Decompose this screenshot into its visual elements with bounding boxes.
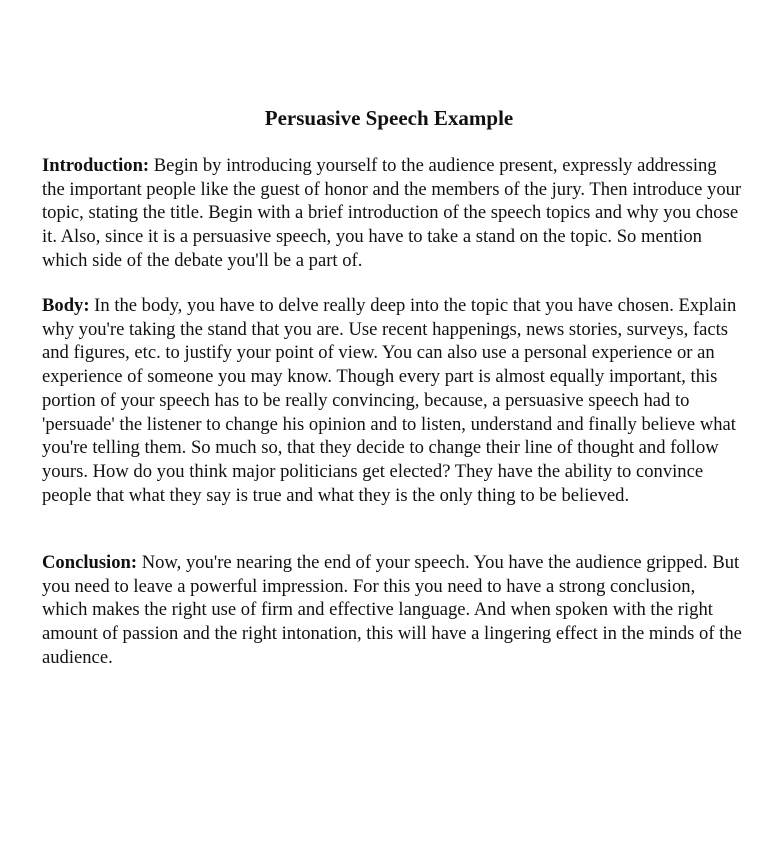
introduction-text: Begin by introducing yourself to the audience present, expressly addressing the important people like the guest of honor and the members of the jury. Then introduce your topic, stating the title. Begin with a brief introduction of the speech topics and why you chose it. Also, since it is a persuasive speech, you have to take a stand on the topic. So mention which side of the debate you'll be a part of. [42,155,742,271]
body-paragraph [42,294,742,507]
introduction-paragraph [42,154,742,273]
body-label: Body: [42,295,90,316]
body-text: In the body, you have to delve really deep into the topic that you have chosen. Explain why you're taking the stand that you are. Use recent happenings, news stories, surveys, facts and figures, etc. to justify your point of view. You can also use a personal experience or an experience of someone you may know. Though every part is almost equally important, this portion of your speech has to be really convincing, because, a persuasive speech had to 'persuade' the listener to change his opinion and to listen, understand and finally believe what you're telling them. So much so, that they decide to change their line of thought and follow yours. How do you think major politicians get elected? They have the ability to convince people that what they say is true and what they is the only thing to be believed. [42,295,737,506]
introduction-label: Introduction: [42,155,150,176]
page-title: Persuasive Speech Example [264,106,514,130]
conclusion-label: Conclusion: [42,552,138,573]
conclusion-text: Now, you're nearing the end of your speech. You have the audience gripped. But you need to leave a powerful impression. For this you need to have a strong conclusion, which makes the right use of firm and effective language. And when spoken with the right amount of passion and the right intonation, this will have a lingering effect in the minds of the audience. [42,552,742,668]
conclusion-paragraph [42,551,742,670]
